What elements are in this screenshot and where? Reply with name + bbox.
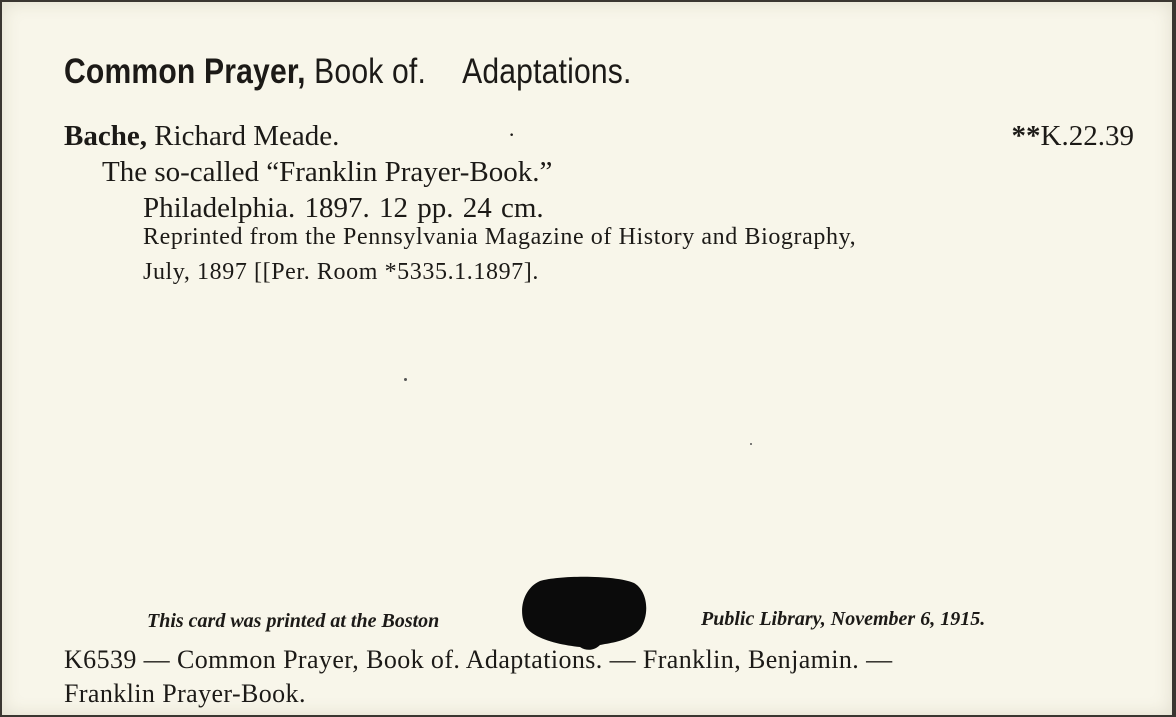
- ink-dot: ·: [508, 122, 516, 147]
- imprint-line: Philadelphia. 1897. 12 pp. 24 cm.: [143, 192, 544, 224]
- heading-subdivision: Adaptations.: [462, 52, 632, 91]
- ink-speck: [750, 443, 752, 445]
- printer-note-right: Public Library, November 6, 1915.: [701, 608, 986, 630]
- subject-heading: [64, 52, 632, 92]
- note-line-2: July, 1897 [[Per. Room *5335.1.1897].: [143, 259, 539, 285]
- author-surname: Bache,: [64, 120, 147, 152]
- heading-sub: Book of.: [314, 52, 426, 91]
- ink-blot: [520, 575, 648, 651]
- ink-speck: [404, 378, 407, 381]
- author-line: [64, 120, 339, 153]
- heading-main: Common Prayer,: [64, 52, 306, 91]
- tracing-line-2: Franklin Prayer-Book.: [64, 679, 306, 708]
- call-number-prefix: **: [1011, 120, 1041, 152]
- catalog-card: [2, 2, 1172, 715]
- author-given-names: Richard Meade.: [154, 120, 340, 152]
- tracing-line-1: K6539 — Common Prayer, Book of. Adaptations. — Franklin, Benjamin. —: [64, 645, 893, 674]
- title-line: The so-called “Franklin Prayer-Book.”: [102, 156, 553, 188]
- note-line-1: Reprinted from the Pennsylvania Magazine of History and Biography,: [143, 224, 857, 250]
- call-number-value: K.22.39: [1040, 120, 1134, 152]
- call-number: [1012, 120, 1134, 153]
- printer-note-left: This card was printed at the Boston: [147, 610, 440, 632]
